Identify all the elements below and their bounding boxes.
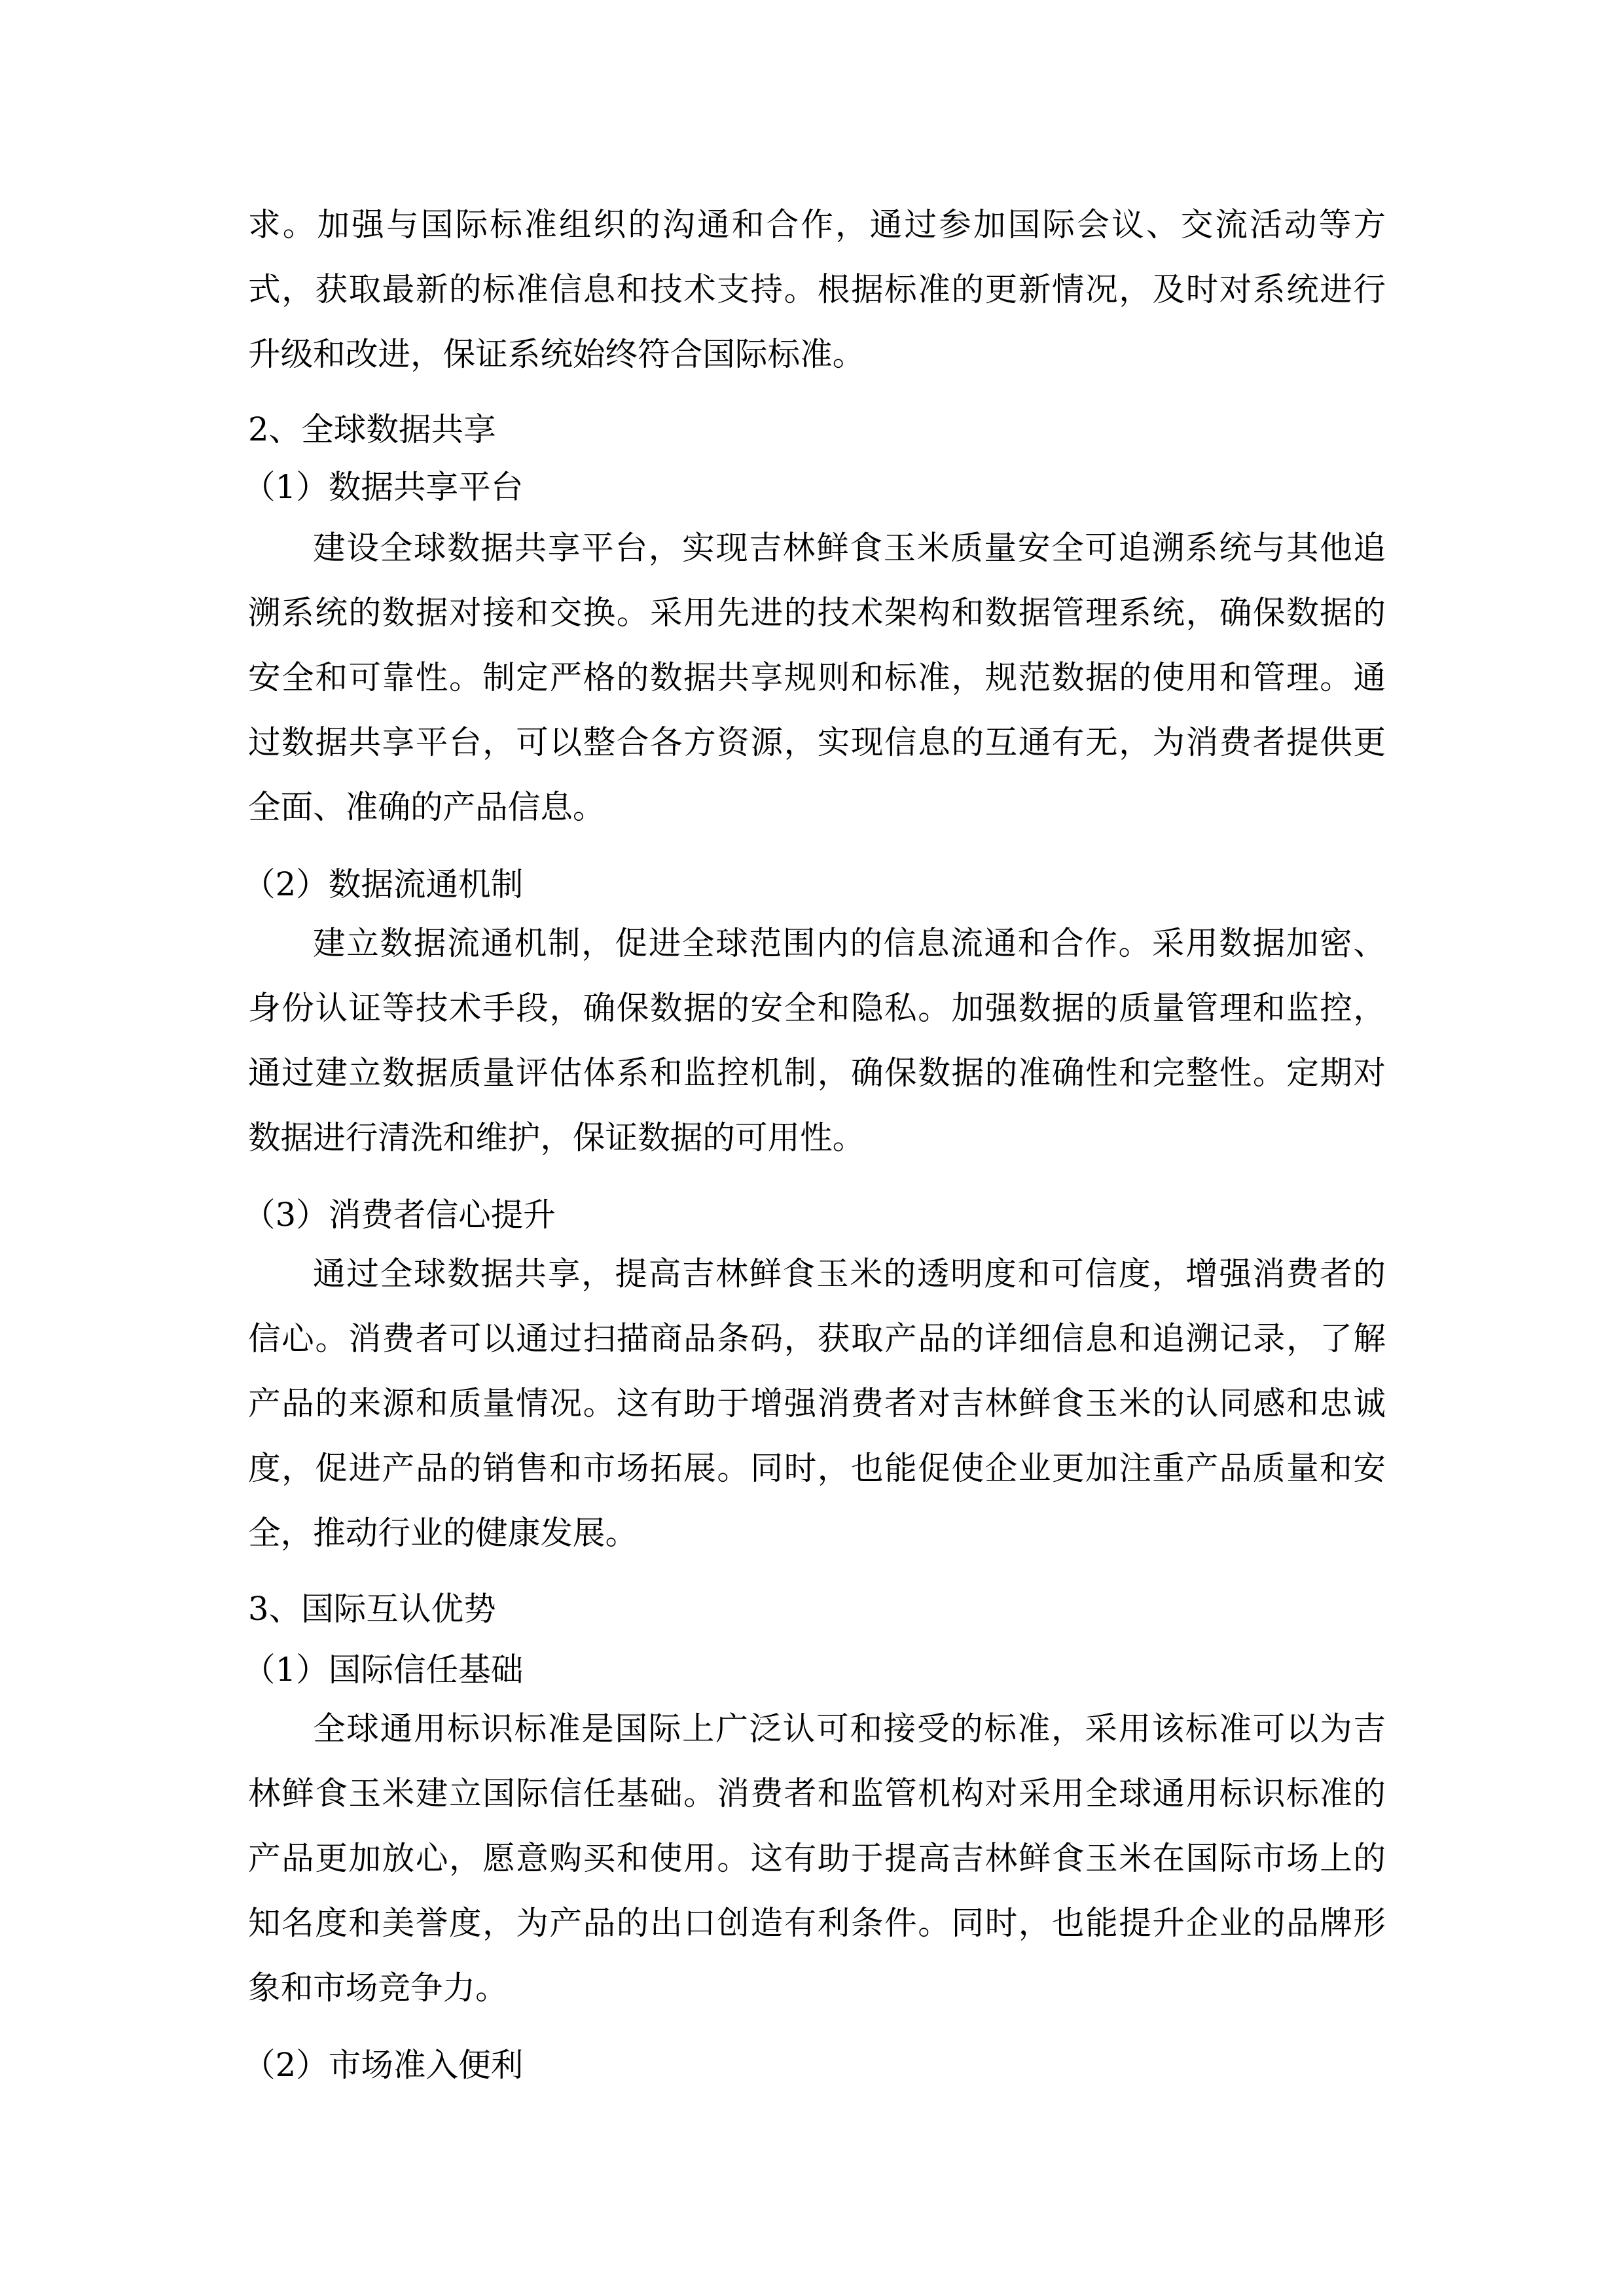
paragraph	[248, 911, 1386, 1170]
subsection-heading	[243, 852, 1386, 917]
text-line: 林鲜食玉米建立国际信任基础。消费者和监管机构对采用全球通用标识标准的	[248, 1774, 1386, 1812]
paragraph	[248, 1242, 1386, 1566]
paragraph	[248, 516, 1386, 840]
text-line: （1）数据共享平台	[243, 468, 524, 506]
text-line: （1）国际信任基础	[243, 1651, 524, 1689]
text-line: 求。加强与国际标准组织的沟通和合作，通过参加国际会议、交流活动等方	[248, 206, 1386, 243]
text-line: 安全和可靠性。制定严格的数据共享规则和标准，规范数据的使用和管理。通	[248, 658, 1386, 696]
text-line: 数据进行清洗和维护，保证数据的可用性。	[248, 1119, 865, 1157]
subsection-heading	[243, 455, 1386, 520]
text-line: 溯系统的数据对接和交换。采用先进的技术架构和数据管理系统，确保数据的	[248, 594, 1386, 632]
text-line: 象和市场竞争力。	[248, 1969, 508, 2007]
paragraph	[248, 1696, 1386, 2020]
section-heading	[248, 1577, 1386, 1641]
text-line: 3、国际互认优势	[248, 1590, 496, 1628]
text-line: （2）数据流通机制	[243, 865, 524, 903]
text-line: 全，推动行业的健康发展。	[248, 1514, 638, 1552]
text-line: 产品的来源和质量情况。这有助于增强消费者对吉林鲜食玉米的认同感和忠诚	[248, 1384, 1386, 1422]
subsection-heading	[243, 2033, 1386, 2098]
text-line: 通过全球数据共享，提高吉林鲜食玉米的透明度和可信度，增强消费者的	[313, 1255, 1386, 1293]
text-line: 建设全球数据共享平台，实现吉林鲜食玉米质量安全可追溯系统与其他追	[313, 529, 1386, 567]
subsection-heading	[243, 1183, 1386, 1247]
text-line: 通过建立数据质量评估体系和监控机制，确保数据的准确性和完整性。定期对	[248, 1054, 1386, 1092]
text-line: 度，促进产品的销售和市场拓展。同时，也能促使企业更加注重产品质量和安	[248, 1449, 1386, 1487]
subsection-heading	[243, 1638, 1386, 1702]
text-line: 全球通用标识标准是国际上广泛认可和接受的标准，采用该标准可以为吉	[313, 1710, 1386, 1748]
paragraph	[248, 192, 1386, 387]
section-heading	[248, 397, 1386, 462]
text-line: 信心。消费者可以通过扫描商品条码，获取产品的详细信息和追溯记录，了解	[248, 1319, 1386, 1357]
text-line: 升级和改进，保证系统始终符合国际标准。	[248, 335, 865, 373]
text-line: 知名度和美誉度，为产品的出口创造有利条件。同时，也能提升企业的品牌形	[248, 1904, 1386, 1942]
text-line: 过数据共享平台，可以整合各方资源，实现信息的互通有无，为消费者提供更	[248, 723, 1386, 761]
text-line: 2、全球数据共享	[248, 410, 496, 448]
text-line: （2）市场准入便利	[243, 2046, 524, 2084]
text-line: （3）消费者信心提升	[243, 1196, 556, 1234]
text-line: 产品更加放心，愿意购买和使用。这有助于提高吉林鲜食玉米在国际市场上的	[248, 1839, 1386, 1877]
text-line: 式，获取最新的标准信息和技术支持。根据标准的更新情况，及时对系统进行	[248, 270, 1386, 308]
text-line: 全面、准确的产品信息。	[248, 788, 605, 826]
text-line: 身份认证等技术手段，确保数据的安全和隐私。加强数据的质量管理和监控，	[248, 989, 1386, 1027]
text-line: 建立数据流通机制，促进全球范围内的信息流通和合作。采用数据加密、	[313, 924, 1386, 962]
